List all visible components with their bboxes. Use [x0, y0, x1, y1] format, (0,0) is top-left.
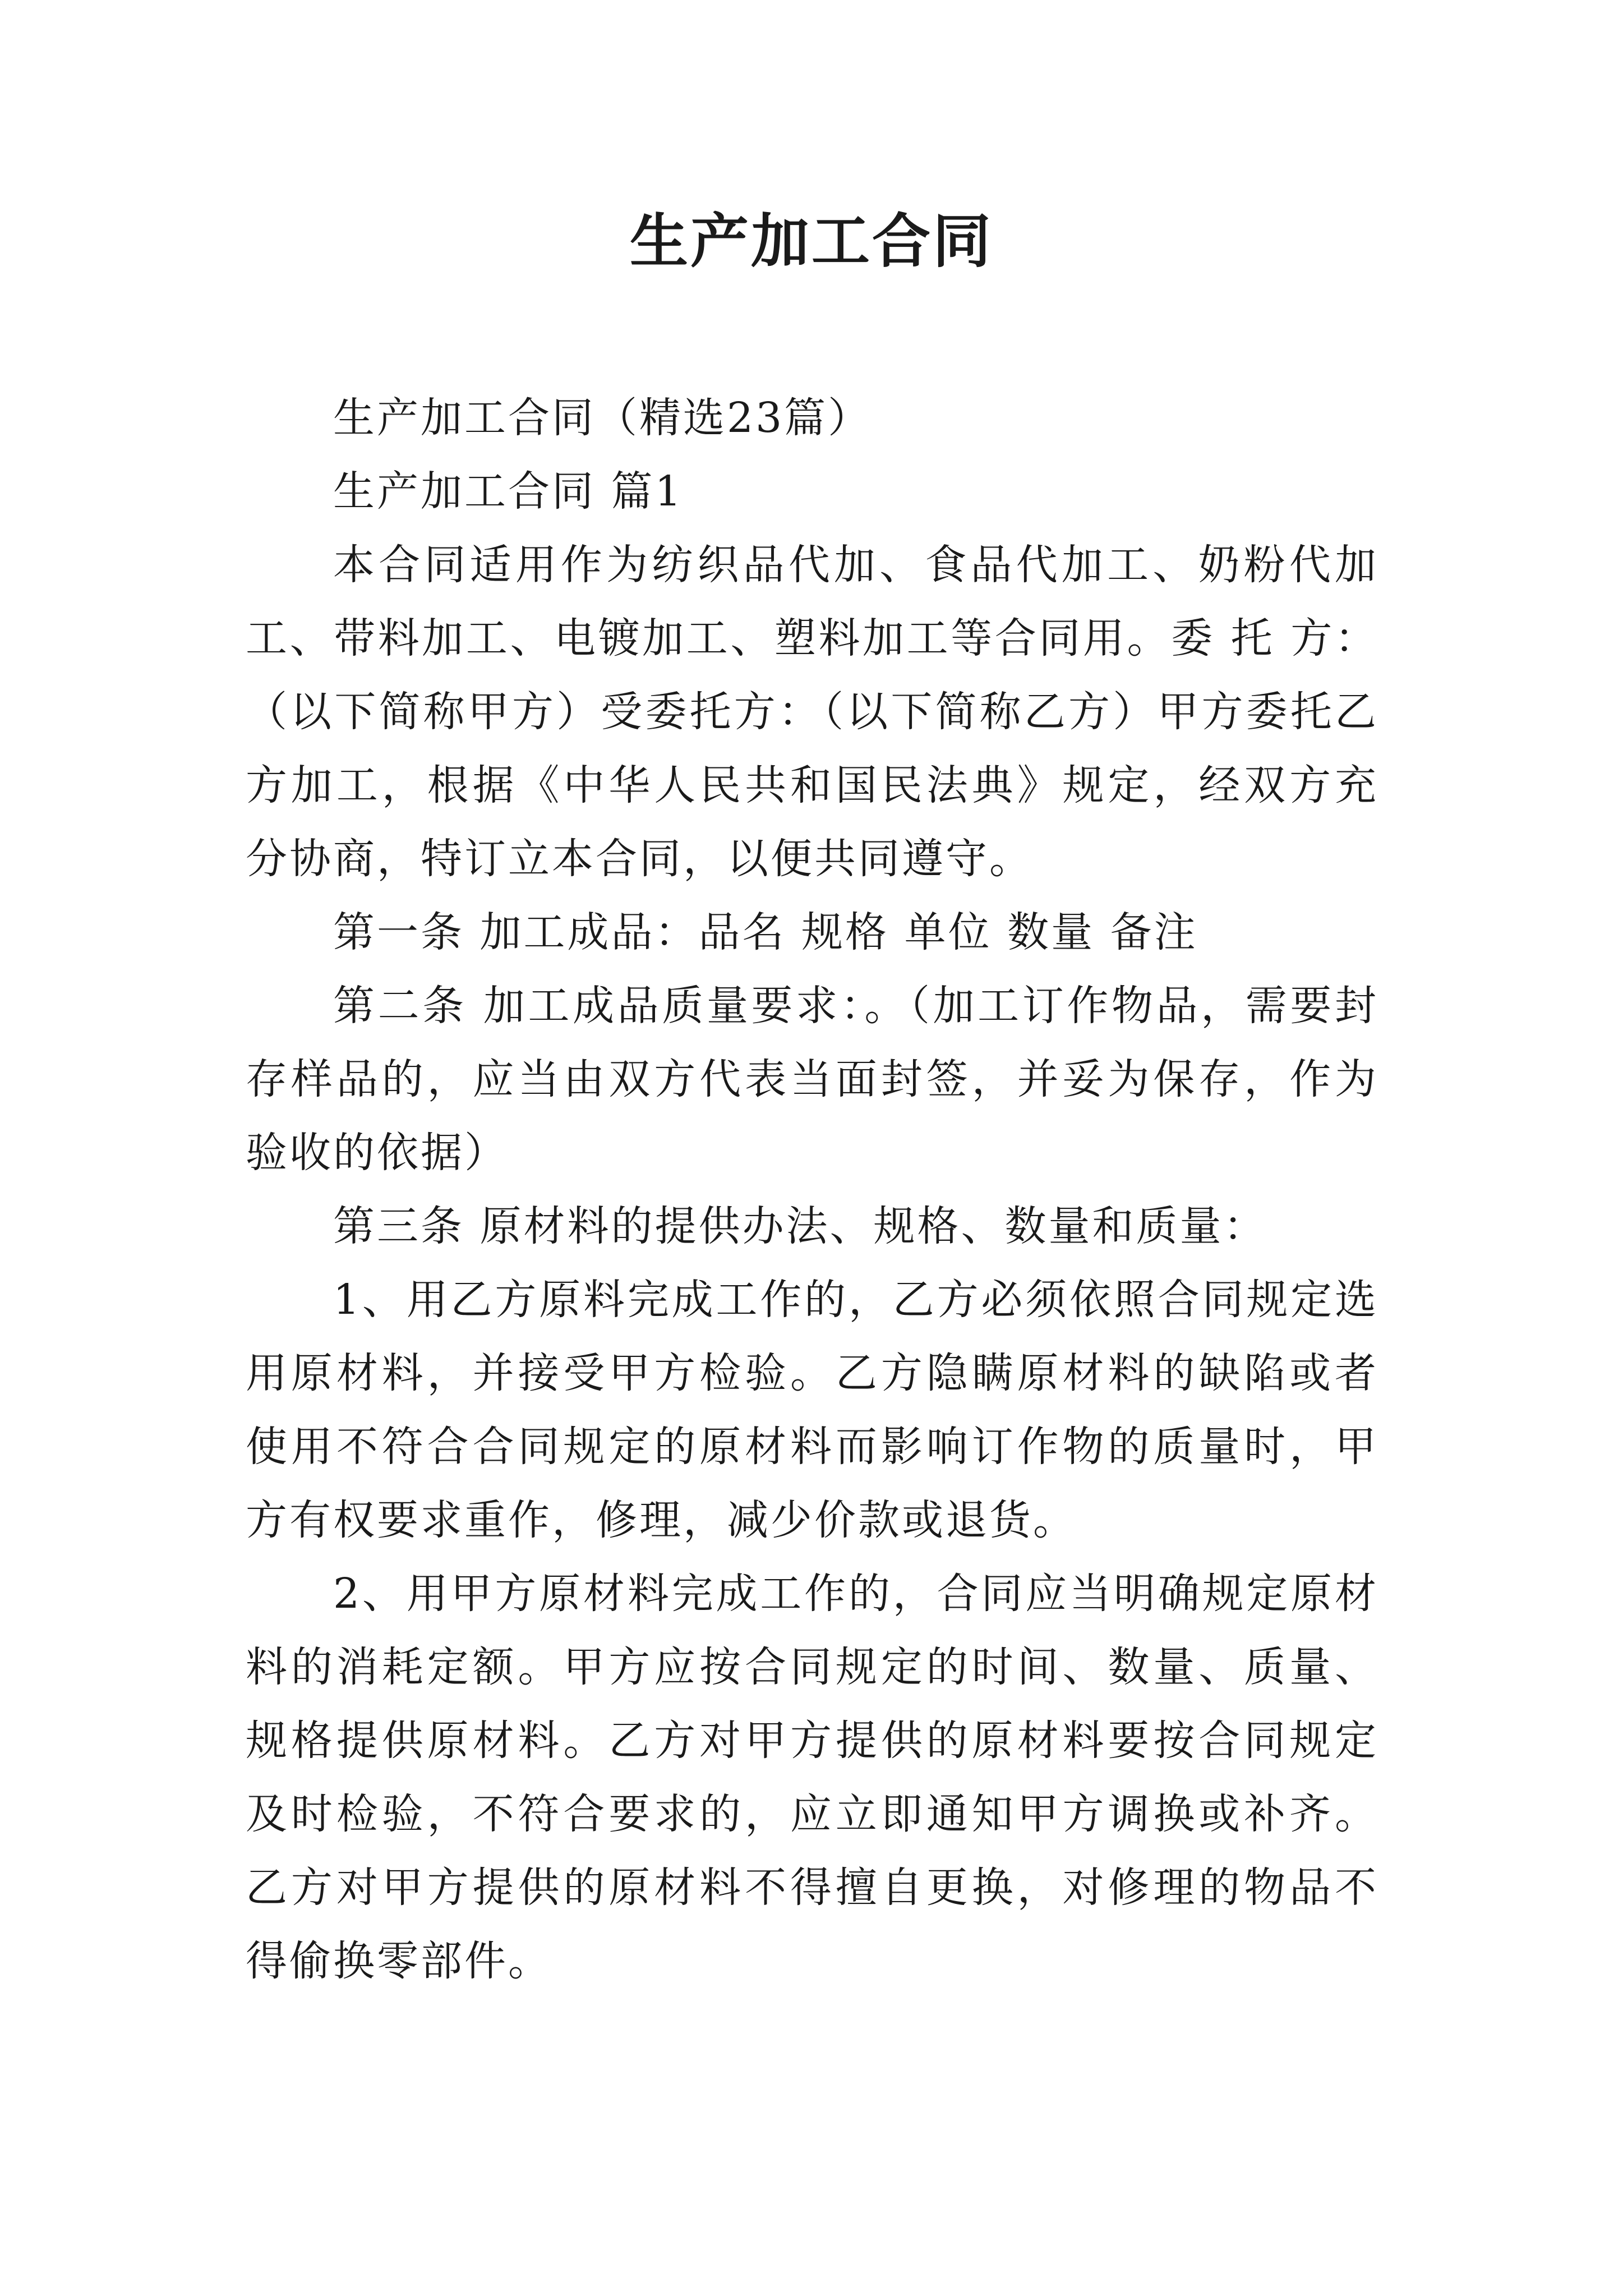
- paragraph-article-1: 第一条 加工成品：品名 规格 单位 数量 备注: [333, 908, 1198, 956]
- paragraph-section-heading: 生产加工合同 篇1: [333, 467, 684, 516]
- paragraph-article-3-item-2: 2、用甲方原材料完成工作的，合同应当明确规定原材料的消耗定额。甲方应按合同规定的时间、数量、质量、规格提供原材料。乙方对甲方提供的原材料要按合同规定及时检验，不符合要求的，应立即通知甲方调换或补齐。乙方对甲方提供的原材料不得擅自更换，对修理的物品不得偷换零部件。: [246, 1570, 1378, 1985]
- paragraph-intro: 本合同适用作为纺织品代加、食品代加工、奶粉代加工、带料加工、电镀加工、塑料加工等合同用。委 托 方：（以下简称甲方）受委托方：（以下简称乙方）甲方委托乙方加工，根据《中华人民共和国民法典》规定，经双方充分协商，特订立本合同，以便共同遵守。: [246, 541, 1378, 883]
- document-body: [246, 381, 1378, 1998]
- paragraph-collection-heading: 生产加工合同（精选23篇）: [333, 394, 872, 442]
- paragraph-article-2: 第二条 加工成品质量要求：。（加工订作物品，需要封存样品的，应当由双方代表当面封签，并妥为保存，作为验收的依据）: [246, 982, 1378, 1177]
- paragraph-article-3: 第三条 原材料的提供办法、规格、数量和质量：: [333, 1202, 1267, 1250]
- document-title: 生产加工合同: [629, 206, 993, 275]
- paragraph-article-3-item-1: 1、用乙方原料完成工作的，乙方必须依照合同规定选用原材料，并接受甲方检验。乙方隐瞒原材料的缺陷或者使用不符合合同规定的原材料而影响订作物的质量时，甲方有权要求重作，修理，减少价款或退货。: [246, 1276, 1378, 1544]
